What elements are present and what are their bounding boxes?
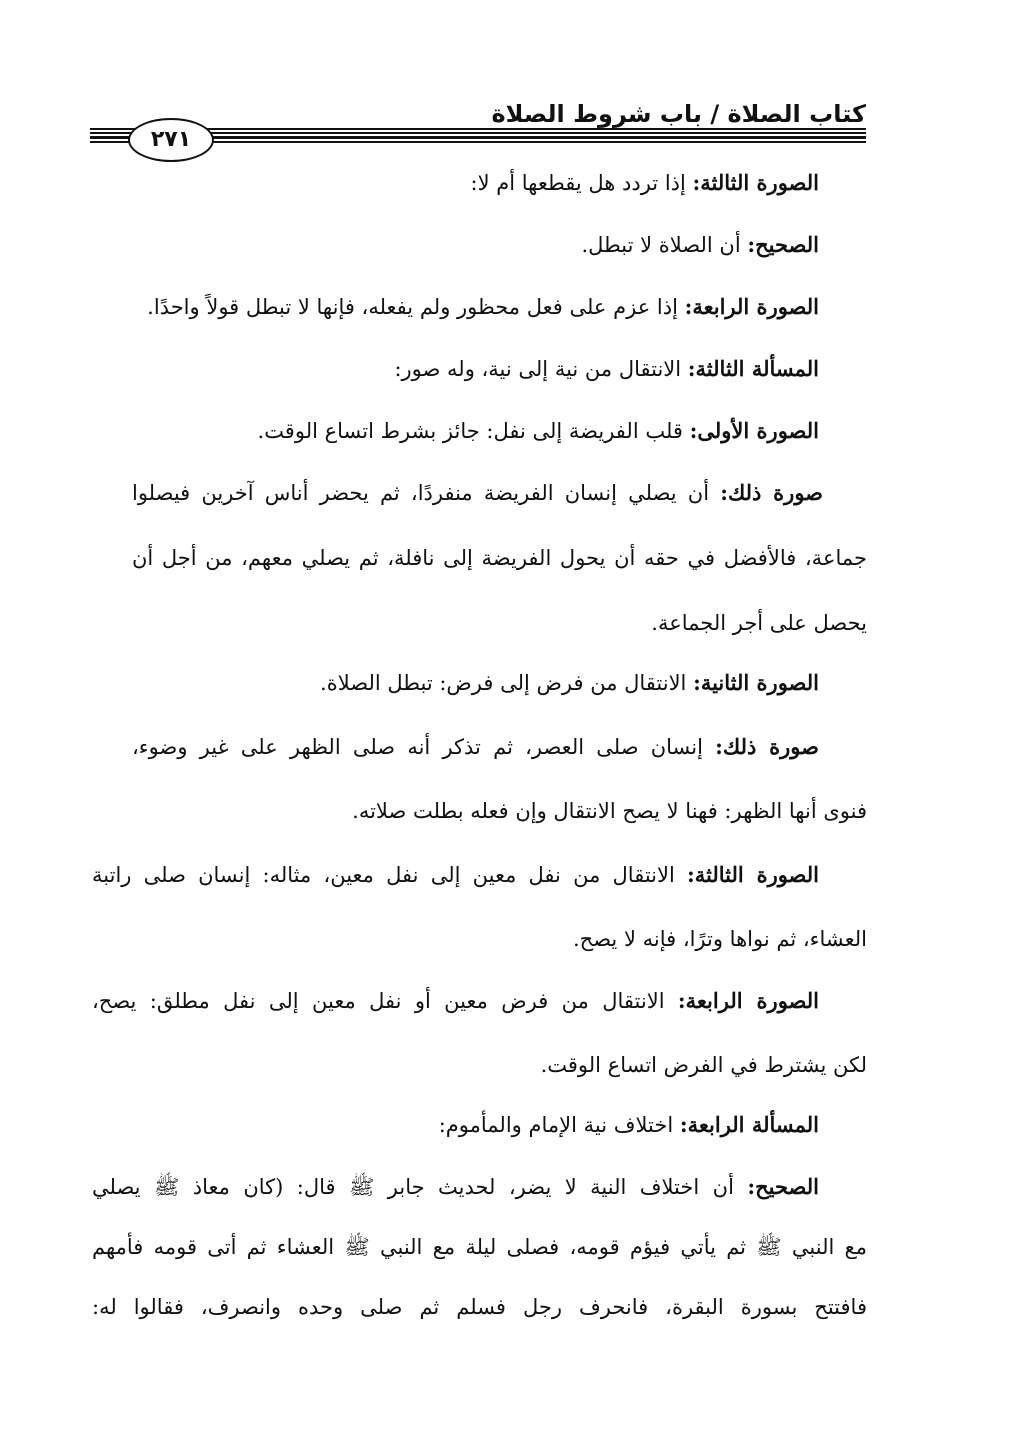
line-text: الانتقال من فرض معين أو نفل معين إلى نفل مطلق: يصح، <box>92 989 678 1013</box>
text-line <box>147 294 819 319</box>
text-line <box>352 798 867 823</box>
line-text: إذا تردد هل يقطعها أم لا: <box>470 171 693 195</box>
line-text: مع النبي ﷺ ثم يأتي فيؤم قومه، فصلى ليلة مع النبي ﷺ العشاء ثم أتى قومه فأمهم <box>92 1235 867 1259</box>
text-line <box>581 232 819 257</box>
line-term: الصورة الرابعة: <box>677 988 819 1013</box>
line-term: الصحيح: <box>747 232 819 257</box>
text-line <box>439 1112 819 1137</box>
text-line <box>320 670 819 695</box>
text-line <box>132 734 819 759</box>
text-line <box>132 545 867 570</box>
line-text: اختلاف نية الإمام والمأموم: <box>438 1113 680 1137</box>
line-text: فافتتح بسورة البقرة، فانحرف رجل فسلم ثم صلى وحده وانصرف، فقالوا له: <box>92 1295 867 1319</box>
line-text: يحصل على أجر الجماعة. <box>651 611 867 635</box>
text-line <box>92 988 819 1013</box>
running-title: كتاب الصلاة / باب شروط الصلاة <box>491 100 866 128</box>
text-line <box>92 1294 867 1319</box>
text-line <box>651 610 867 635</box>
line-term: الصورة الثالثة: <box>687 862 820 887</box>
line-term: الصورة الثانية: <box>693 670 819 695</box>
text-line <box>394 356 819 381</box>
line-term: الصورة الرابعة: <box>684 294 819 319</box>
line-text: لكن يشترط في الفرض اتساع الوقت. <box>540 1053 867 1077</box>
line-text: الانتقال من نية إلى نية، وله صور: <box>394 357 688 381</box>
line-text: العشاء، ثم نواها وترًا، فإنه لا يصح. <box>572 927 867 951</box>
text-line <box>132 480 823 505</box>
text-line <box>573 926 867 951</box>
line-text: الانتقال من فرض إلى فرض: تبطل الصلاة. <box>320 671 694 695</box>
line-term: المسألة الثالثة: <box>687 356 819 381</box>
line-term: الصورة الثالثة: <box>692 170 819 195</box>
line-text: إنسان صلى العصر، ثم تذكر أنه صلى الظهر على غير وضوء، <box>132 735 716 759</box>
text-line <box>471 170 819 195</box>
line-term: صورة ذلك: <box>715 734 819 759</box>
page-number: ٢٧١ <box>128 118 214 162</box>
line-text: قلب الفريضة إلى نفل: جائز بشرط اتساع الوقت. <box>257 419 690 443</box>
line-term: الصحيح: <box>747 1174 819 1199</box>
text-line <box>92 862 819 887</box>
text-line <box>92 1234 867 1265</box>
line-term: المسألة الرابعة: <box>679 1112 819 1137</box>
line-term: صورة ذلك: <box>720 480 823 505</box>
line-text: إذا عزم على فعل محظور ولم يفعله، فإنها لا تبطل قولاً واحدًا. <box>147 295 685 319</box>
text-line <box>541 1052 867 1077</box>
line-text: فنوى أنها الظهر: فهنا لا يصح الانتقال وإن فعله بطلت صلاته. <box>352 799 867 823</box>
text-line <box>258 418 819 443</box>
line-term: الصورة الأولى: <box>689 418 819 443</box>
line-text: أن يصلي إنسان الفريضة منفردًا، ثم يحضر أناس آخرين فيصلوا <box>132 481 721 505</box>
text-line <box>92 1174 819 1205</box>
line-text: جماعة، فالأفضل في حقه أن يحول الفريضة إلى نافلة، ثم يصلي معهم، من أجل أن <box>132 546 867 570</box>
line-text: الانتقال من نفل معين إلى نفل معين، مثاله: إنسان صلى راتبة <box>92 863 688 887</box>
line-text: أن اختلاف النية لا يضر، لحديث جابر ﷺ قال: (كان معاذ ﷺ يصلي <box>92 1175 748 1199</box>
line-text: أن الصلاة لا تبطل. <box>581 233 748 257</box>
